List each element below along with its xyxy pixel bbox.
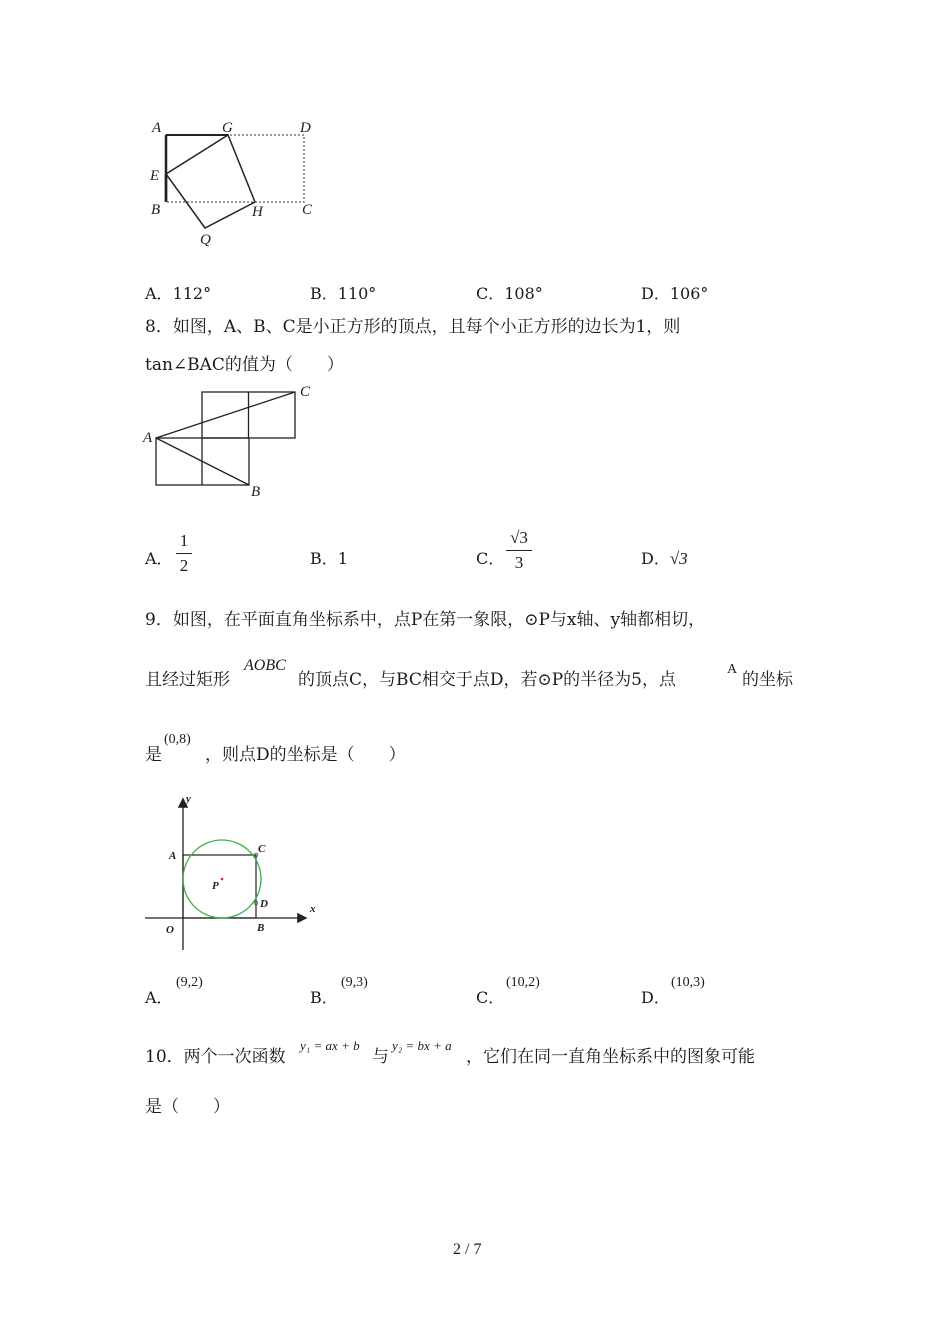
- q7-option-d[interactable]: [641, 284, 708, 304]
- q9-option-c-value: (10,2): [506, 975, 540, 990]
- q7-option-b-text: 110°: [337, 284, 377, 303]
- q7-label-d: D: [300, 120, 311, 136]
- q9-option-d-value: (10,3): [671, 975, 705, 990]
- q7-label-g: G: [222, 120, 233, 136]
- q8-option-c-letter[interactable]: C．: [476, 549, 505, 568]
- q9-option-d-letter[interactable]: D．: [641, 988, 670, 1007]
- q7-option-a[interactable]: [145, 284, 211, 304]
- q8-option-d-letter: D．: [641, 549, 670, 568]
- q8-option-b[interactable]: [310, 549, 348, 569]
- q8-option-a-fraction-bar: [176, 553, 192, 554]
- q9-label-c: C: [258, 843, 266, 855]
- q10-equation-1: y₁ = ax + b: [300, 1038, 360, 1053]
- q8-label-b: B: [251, 484, 261, 500]
- q7-label-q: Q: [200, 232, 211, 248]
- q8-option-b-text: 1: [337, 549, 348, 568]
- q9-figure: [140, 790, 340, 960]
- q7-label-h: H: [252, 204, 263, 220]
- q8-option-a-fraction: [176, 531, 192, 576]
- q7-option-c-text: 108°: [504, 284, 543, 303]
- q7-dotted-rect: [166, 135, 304, 202]
- q9-label-d: D: [260, 898, 268, 910]
- q7-label-c: C: [302, 202, 313, 218]
- q8-segment-ac: [156, 392, 295, 438]
- q9-line1: 9．如图，在平面直角坐标系中，点P在第一象限，⊙P与x轴、y轴都相切，: [145, 610, 706, 630]
- q7-folded-square: [166, 135, 255, 228]
- q10-equation-2: y₂ = bx + a: [392, 1038, 452, 1053]
- q8-option-c-denominator: 3: [514, 553, 524, 572]
- q8-option-c-fraction: [506, 528, 532, 573]
- q7-label-a: A: [152, 120, 162, 136]
- q9-line3-end: ，则点D的坐标是（ ）: [205, 745, 406, 765]
- q9-line2-start: 且经过矩形: [145, 670, 230, 690]
- q7-option-d-text: 106°: [669, 284, 709, 303]
- q7-option-c[interactable]: [476, 284, 543, 304]
- q7-option-c-letter: C．: [476, 284, 505, 303]
- q8-line1: 8．如图，A、B、C是小正方形的顶点，且每个小正方形的边长为1，则: [145, 317, 681, 337]
- q9-option-c-letter[interactable]: C．: [476, 988, 505, 1007]
- q7-option-a-letter: A．: [145, 284, 173, 303]
- q9-point-a: A: [727, 662, 738, 677]
- q9-label-x: x: [310, 903, 316, 915]
- q9-label-p: P: [212, 880, 219, 892]
- q10-line2: 是（ ）: [145, 1097, 230, 1117]
- q7-option-d-letter: D．: [641, 284, 670, 303]
- q8-option-d-text: √3: [669, 549, 688, 568]
- q9-label-b: B: [257, 922, 265, 934]
- q8-option-d[interactable]: [641, 549, 688, 569]
- q8-option-a-letter[interactable]: A．: [145, 549, 173, 568]
- q8-option-a-denominator: 2: [179, 556, 189, 575]
- q10-line1-mid: 与: [372, 1047, 389, 1067]
- q7-option-a-text: 112°: [172, 284, 212, 303]
- q9-option-b-value: (9,3): [341, 975, 368, 990]
- q8-label-a: A: [143, 430, 153, 446]
- q9-line2-mid: 的顶点C，与BC相交于点D，若⊙P的半径为5，点: [298, 670, 676, 690]
- q10-line1-end: ，它们在同一直角坐标系中的图象可能: [466, 1047, 755, 1067]
- q7-label-b: B: [151, 202, 161, 218]
- q7-figure: [140, 110, 340, 250]
- q9-point-a-coords: (0,8): [164, 732, 191, 747]
- q8-option-c-numerator: √3: [510, 528, 528, 547]
- q9-rectangle-aobc: [183, 855, 256, 918]
- q9-option-b-letter[interactable]: B．: [310, 988, 338, 1007]
- q9-label-y: y: [186, 793, 191, 805]
- q7-option-b[interactable]: [310, 284, 376, 304]
- q9-label-a: A: [169, 850, 177, 862]
- q8-label-c: C: [300, 384, 311, 400]
- q8-line2: tan∠BAC的值为（ ）: [145, 355, 344, 375]
- q9-label-o: O: [166, 924, 174, 936]
- q10-line1-start: 10．两个一次函数: [145, 1047, 286, 1067]
- q7-option-b-letter: B．: [310, 284, 338, 303]
- q8-figure: [140, 382, 330, 502]
- q9-option-a-value: (9,2): [176, 975, 203, 990]
- q8-option-c-fraction-bar: [506, 550, 532, 551]
- q9-option-a-letter[interactable]: A．: [145, 988, 173, 1007]
- q8-option-a-numerator: 1: [179, 531, 189, 550]
- q9-line3-start: 是: [145, 745, 162, 765]
- q8-option-b-letter: B．: [310, 549, 338, 568]
- page-number: 2 / 7: [453, 1241, 482, 1258]
- q9-center-p: [221, 878, 224, 881]
- q9-rect-name: AOBC: [244, 657, 286, 674]
- q7-label-e: E: [150, 168, 160, 184]
- q9-line2-end: 的坐标: [742, 670, 793, 690]
